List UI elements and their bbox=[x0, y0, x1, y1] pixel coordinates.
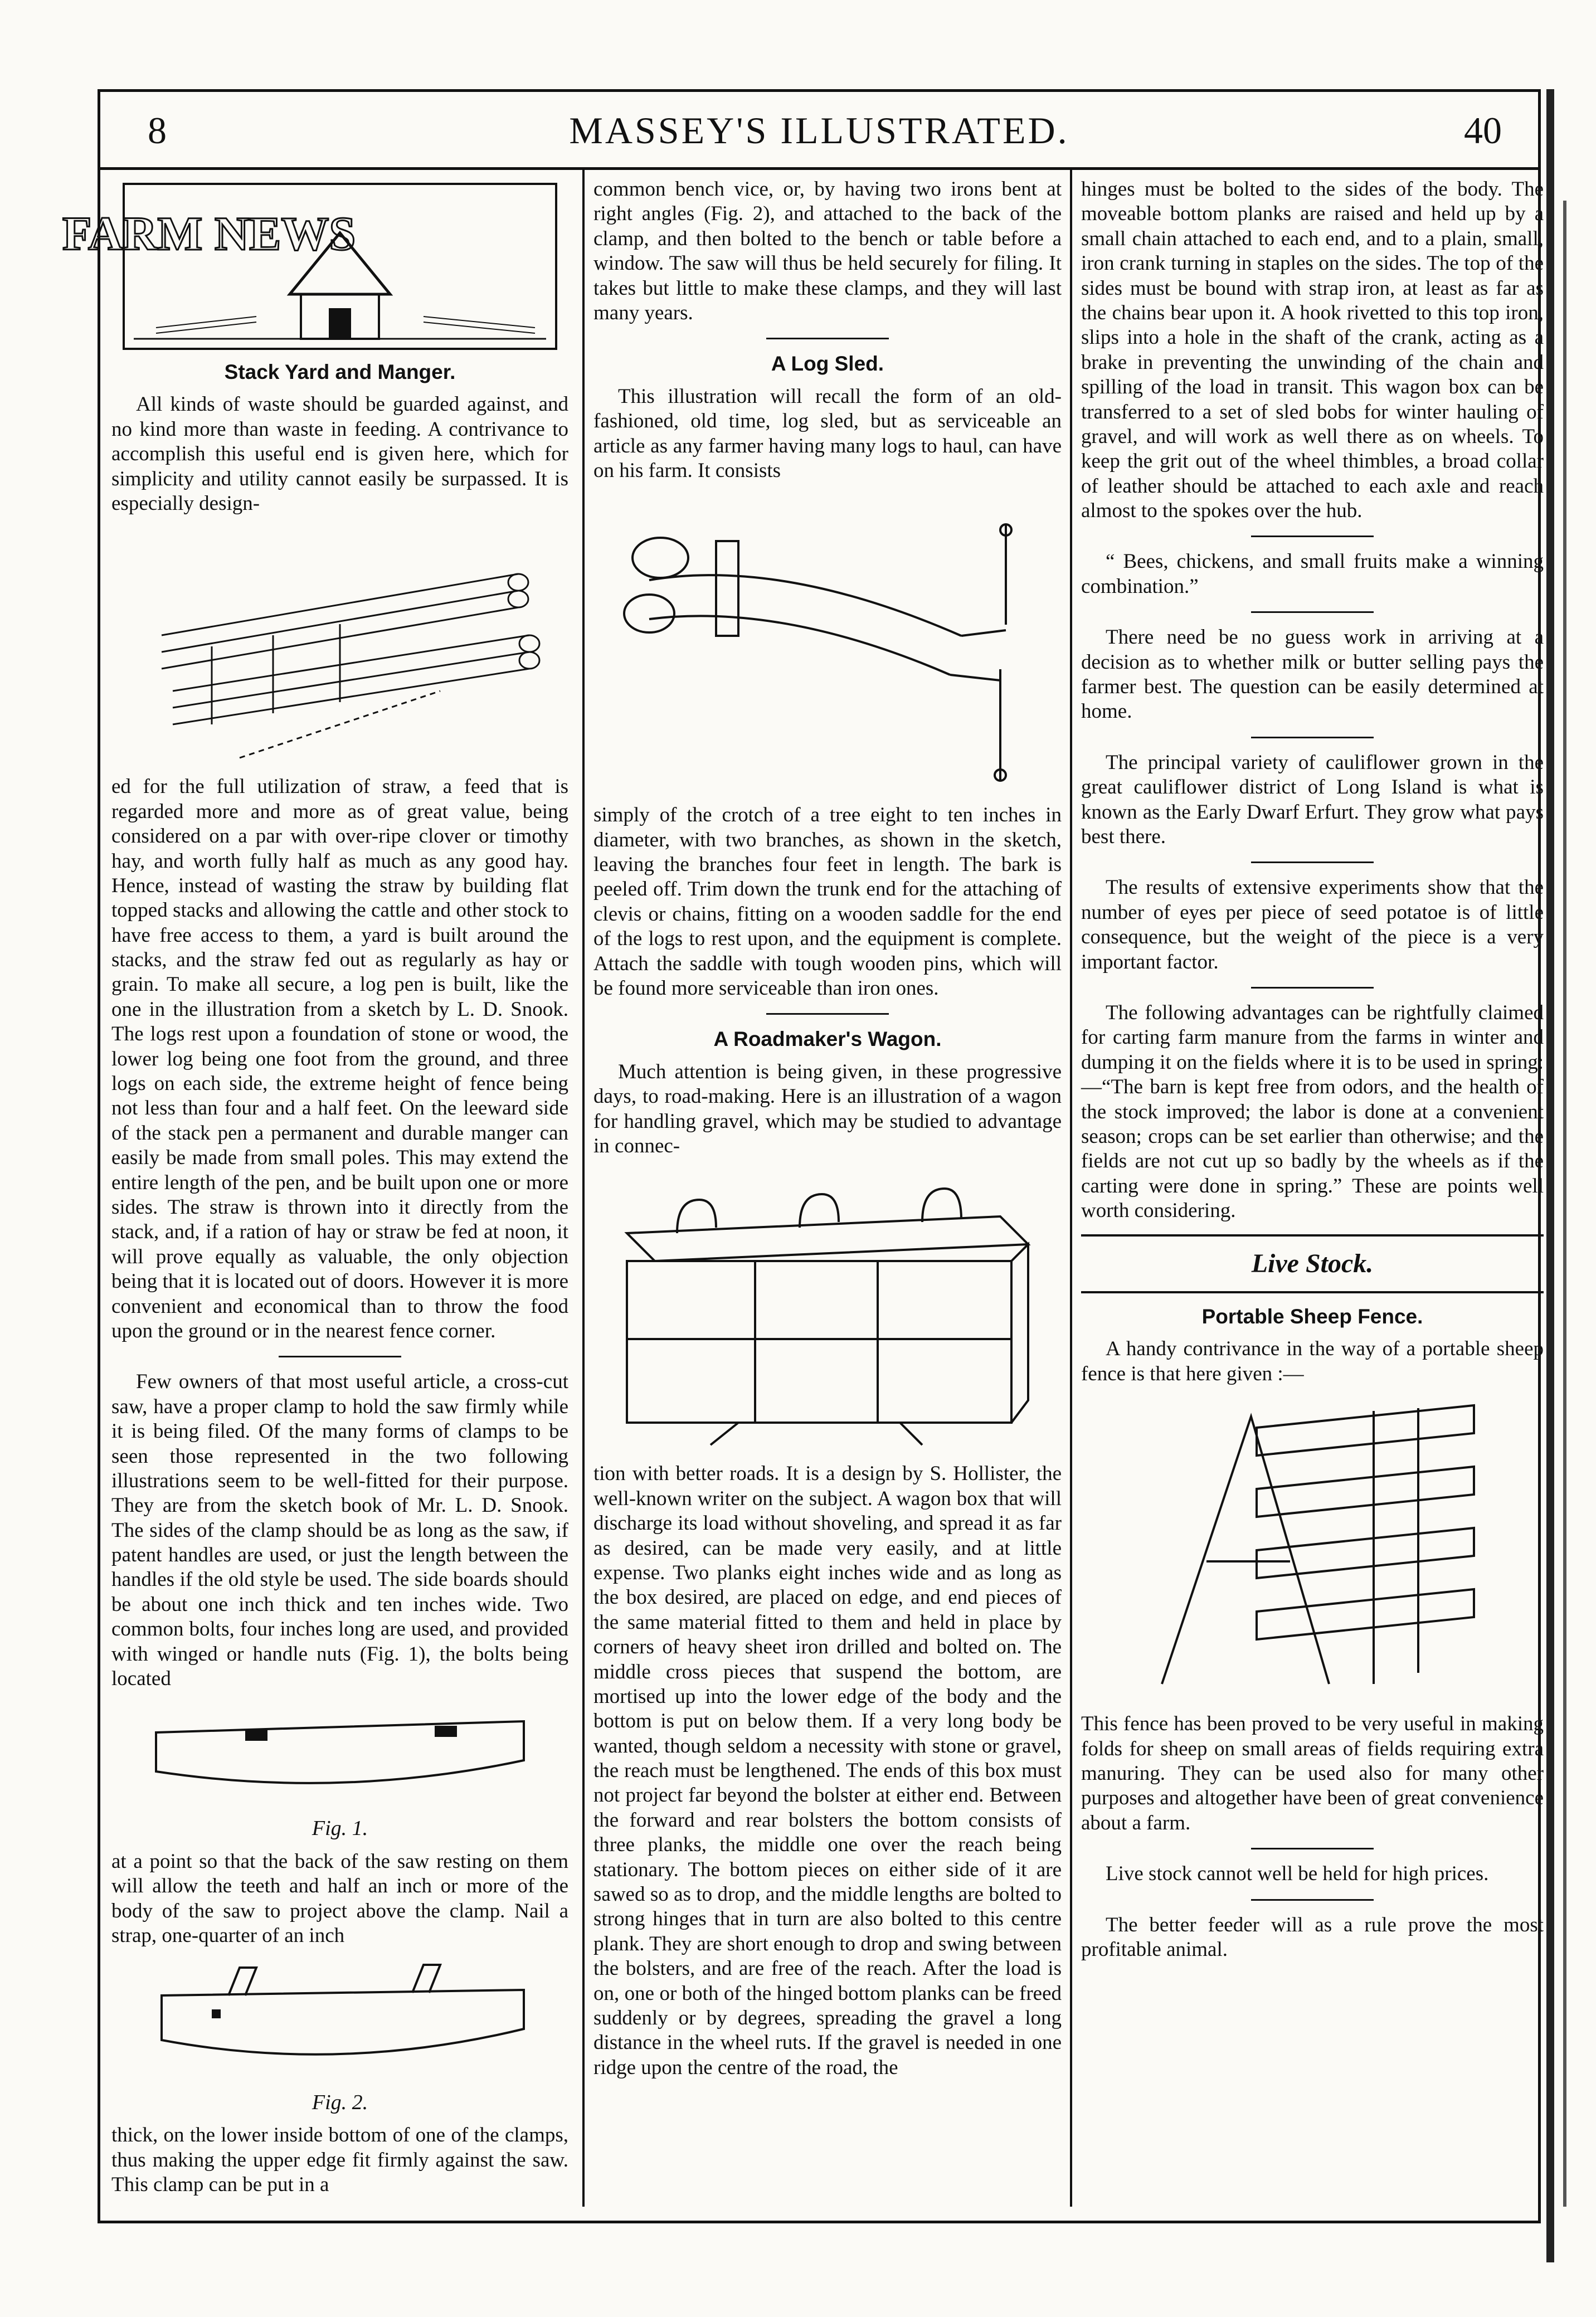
separator-rule bbox=[1251, 536, 1374, 537]
paragraph: This illustration will recall the form of an old-fashioned, old time, log sled, but as serviceable an article as any farmer having many logs to haul, can have on his farm. It consists bbox=[593, 384, 1062, 482]
separator-rule bbox=[1251, 1848, 1374, 1849]
separator-rule bbox=[1251, 861, 1374, 863]
farm-news-banner-text: FARM NEWS bbox=[62, 207, 356, 260]
paragraph: hinges must be bolted to the sides of the body. The moveable bottom planks are raised and held up by a small chain attached to each end, and to a plain, small, iron crank turning in staples on the sides. The top of the sides must be bound with strap iron, at least as far as the chains bear upon it. A hook rivetted to this top iron, slips into a hole in the shaft of the crank, acting as a brake in preventing the unwinding of the chain and spilling of the load in transit. This wagon box can be transferred to a set of sled bobs for winter hauling of gravel, and will work as well there as on wheels. To keep the grit out of the wheel thimbles, a broad collar of leather should be attached to each axle and reach almost to the spokes over the hub. bbox=[1081, 178, 1544, 523]
column-2 bbox=[593, 177, 1062, 2206]
column-rule-1 bbox=[582, 170, 585, 2207]
separator-rule bbox=[766, 338, 889, 339]
paragraph: A handy contrivance in the way of a portable sheep fence is that here given :— bbox=[1081, 1337, 1544, 1385]
column-1 bbox=[62, 177, 568, 2206]
paragraph: common bench vice, or, by having two irons bent at right angles (Fig. 2), and attached to the back of the clamp, and then bolted to the bench or table before a window. The saw will thus be held securely for filing. It takes but little to make these clamps, and they will last many years. bbox=[593, 178, 1062, 324]
figure-caption: Fig. 2. bbox=[312, 2090, 368, 2114]
paragraph: at a point so that the back of the saw resting on them will allow the teeth and half an inch or more of the body of the saw to project above the clamp. Nail a strap, one-quarter of an inch bbox=[111, 1850, 568, 1948]
separator-rule bbox=[1251, 737, 1374, 738]
separator-rule bbox=[1251, 1899, 1374, 1901]
heading-portable-sheep-fence: Portable Sheep Fence. bbox=[1201, 1305, 1423, 1328]
heading-log-sled: A Log Sled. bbox=[771, 352, 884, 376]
saw-clamp-fig2-illustration bbox=[145, 1956, 535, 2085]
wagon-box-illustration bbox=[610, 1166, 1045, 1456]
paragraph: Much attention is being given, in these progressive days, to road-making. Here is an illustration of a wagon for handling gravel, which may be studied to advantage in connec- bbox=[593, 1060, 1062, 1157]
paragraph: tion with better roads. It is a design by S. Hollister, the well-known writer on the subject. A wagon box that will discharge its load without shoveling, and spread it as far as desired, can be made very easily, and at little expense. Two planks eight inches wide and as long as the box desired, are placed on edge, and end pieces of the same material fitted to them and held in place by corners of heavy sheet iron drilled and bolted on. The middle cross pieces that suspend the bottom, are mortised up into the lower edge of the body and the bottom is put on below them. If a very long body be wanted, though seldom a necessity with stone or gravel, the reach must be lengthened. The ends of this box must not project far beyond the bolster at either end. Between the forward and rear bolsters the bottom consists of three planks, the middle one over the reach being stationary. The bottom pieces on either side of it are sawed so as to drop, and the middle lengths are bolted to strong hinges that in turn are also bolted to this centre plank. They are short enough to drop and swing between the bolsters, and are free of the reach. After the load is on, one or both of the hinged bottom planks can be freed suddenly or by degrees, spreading the gravel a long distance in the wheel ruts. If the gravel is needed in one ridge upon the centre of the road, the bbox=[593, 1462, 1062, 2079]
paragraph: The principal variety of cauliflower grown in the great cauliflower district of Long Island is what is known as the Early Dwarf Erfurt. They grow what pays best there. bbox=[1081, 751, 1544, 848]
page-edge-scan-strip bbox=[1546, 89, 1596, 2262]
paragraph: “ Bees, chickens, and small fruits make a winning combination.” bbox=[1081, 550, 1544, 598]
page-header bbox=[98, 103, 1541, 170]
separator-rule bbox=[766, 1013, 889, 1015]
paragraph: The better feeder will as a rule prove the most profitable animal. bbox=[1081, 1913, 1544, 1961]
paragraph: ed for the full utilization of straw, a feed that is regarded more and more as of great value, being considered on a par with over-ripe clover or timothy hay, and worth fully half as much as any good hay. Hence, instead of wasting the straw by building flat topped stacks and allowing the cattle and other stock to have free access to them, a yard is built around the stacks, and the straw fed out as regularly as hay or grain. To make all secure, a log pen is built, like the one in the illustration from a sketch by L. D. Snook. The logs rest upon a foundation of stone or wood, the lower log being one foot from the ground, and three logs on each side, the extreme height of fence being not less than four and a half feet. On the leeward side of the stack pen a permanent and durable manger can easily be made from small poles. This may extend the entire length of the pen, and be built upon one or more sides. The straw is thrown into it directly from the stack, and, if a ration of hay or straw be fed at noon, it will prove equally as valuable, the only objection being that it is located out of doors. However it is more convenient and economical than to throw the food upon the ground or in the nearest fence corner. bbox=[111, 775, 568, 1342]
paragraph: Few owners of that most useful article, a cross-cut saw, have a proper clamp to hold the saw firmly while it is being filed. Of the many forms of clamps to be seen those represented in the two following illustrations seem to be well-fitted for their purpose. They are from the sketch book of Mr. L. D. Snook. The sides of the clamp should be as long as the saw, if patent handles are used, or just the length between the handles if the old style be used. The side boards should be about one inch thick and ten inches wide. Two common bolts, four inches long are used, and provided with winged or handle nuts (Fig. 1), the bolts being located bbox=[111, 1370, 568, 1691]
log-pen-illustration bbox=[128, 524, 552, 769]
saw-clamp-fig1-illustration bbox=[145, 1699, 535, 1810]
figure-caption: Fig. 1. bbox=[312, 1817, 368, 1841]
section-heading-live-stock: Live Stock. bbox=[1251, 1249, 1374, 1279]
masthead-title: MASSEY'S ILLUSTRATED. bbox=[569, 109, 1069, 152]
heading-stack-yard: Stack Yard and Manger. bbox=[224, 361, 456, 383]
paragraph: simply of the crotch of a tree eight to ten inches in diameter, with two branches, as shown in the sketch, leaving the branches four feet in length. The bark is peeled off. Trim down the trunk end for the attaching of clevis or chains, fitting on a wooden saddle for the end of the logs to rest upon, and the equipment is complete. Attach the saddle with tough wooden pins, which will be found more serviceable than iron ones. bbox=[593, 804, 1062, 1000]
separator-rule bbox=[1251, 987, 1374, 989]
paragraph: This fence has been proved to be very useful in making folds for sheep on small areas of fields requiring extra manuring. They can be used also for many other purposes and altogether have been of great convenience about a farm. bbox=[1081, 1712, 1544, 1834]
header-rule bbox=[98, 167, 1541, 170]
separator-rule bbox=[279, 1356, 401, 1357]
log-sled-illustration bbox=[616, 491, 1039, 797]
paragraph: The results of extensive experiments show that the number of eyes per piece of seed potatoe is of little consequence, but the weight of the piece is a very important factor. bbox=[1081, 876, 1544, 973]
heading-roadmakers-wagon: A Roadmaker's Wagon. bbox=[713, 1028, 942, 1051]
farm-news-banner bbox=[62, 183, 557, 350]
sheep-fence-illustration bbox=[1140, 1394, 1485, 1706]
page-number-right: 40 bbox=[1464, 109, 1502, 152]
column-rule-2 bbox=[1070, 170, 1072, 2207]
paragraph: There need be no guess work in arriving at a decision as to whether milk or butter selling pays the farmer best. The question can be easily determined at home. bbox=[1081, 626, 1544, 723]
paragraph: The following advantages can be rightfully claimed for carting farm manure from the farms in winter and dumping it on the fields where it is to be used in spring:—“The barn is kept free from odors, and the health of the stock improved; the labor is done at a convenient season; crops can be set earlier than otherwise; and the fields are not cut up so badly by the wheels as if the carting were done in spring.” These are points well worth considering. bbox=[1081, 1001, 1544, 1223]
paragraph: Live stock cannot well be held for high prices. bbox=[1106, 1862, 1489, 1886]
section-rule bbox=[1081, 1234, 1544, 1237]
column-3 bbox=[1081, 177, 1544, 2206]
paragraph: All kinds of waste should be guarded against, and no kind more than waste in feeding. A contrivance to accomplish this useful end is given here, which for simplicity and utility cannot easily be surpassed. It is especially design- bbox=[111, 393, 568, 515]
section-rule bbox=[1081, 1291, 1544, 1293]
page-number-left: 8 bbox=[148, 109, 167, 152]
paragraph: thick, on the lower inside bottom of one of the clamps, thus making the upper edge fit firmly against the saw. This clamp can be put in a bbox=[111, 2124, 568, 2196]
separator-rule bbox=[1251, 611, 1374, 613]
